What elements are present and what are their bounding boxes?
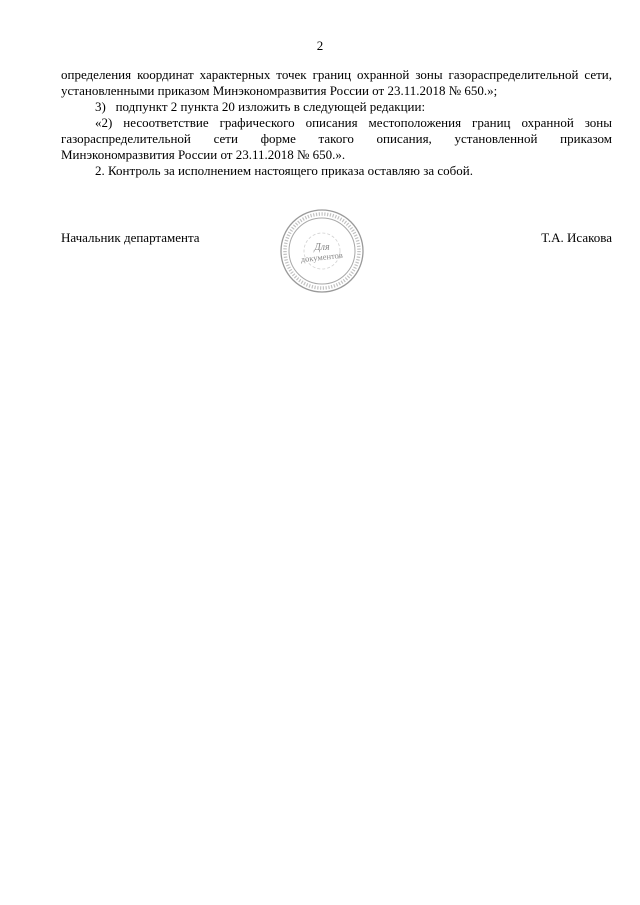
paragraph-control: 2. Контроль за исполнением настоящего приказа оставляю за собой.	[95, 163, 473, 178]
paragraph-continuation: определения координат характерных точек границ охранной зоны газораспределительной сети, установленными приказом Минэкономразвития России от 23.11.2018 № 650.»;	[61, 67, 612, 98]
document-body	[61, 67, 612, 179]
signature-title: Начальник департамента	[61, 230, 200, 245]
seal-text-bottom: документов	[300, 249, 344, 265]
signature-name: Т.А. Исакова	[541, 230, 612, 245]
page-number: 2	[316, 38, 324, 53]
paragraph-subitem-2: «2) несоответствие графического описания местоположения границ охранной зоны газораспределительной сети форме такого описания, установленной приказом Минэкономразвития России от 23.11.2018 № 650.».	[61, 115, 612, 162]
paragraph-item-3: 3) подпункт 2 пункта 20 изложить в следующей редакции:	[95, 99, 426, 114]
seal-stamp-icon	[272, 207, 372, 295]
seal-text-top: Для	[314, 242, 330, 253]
official-seal	[272, 207, 372, 295]
